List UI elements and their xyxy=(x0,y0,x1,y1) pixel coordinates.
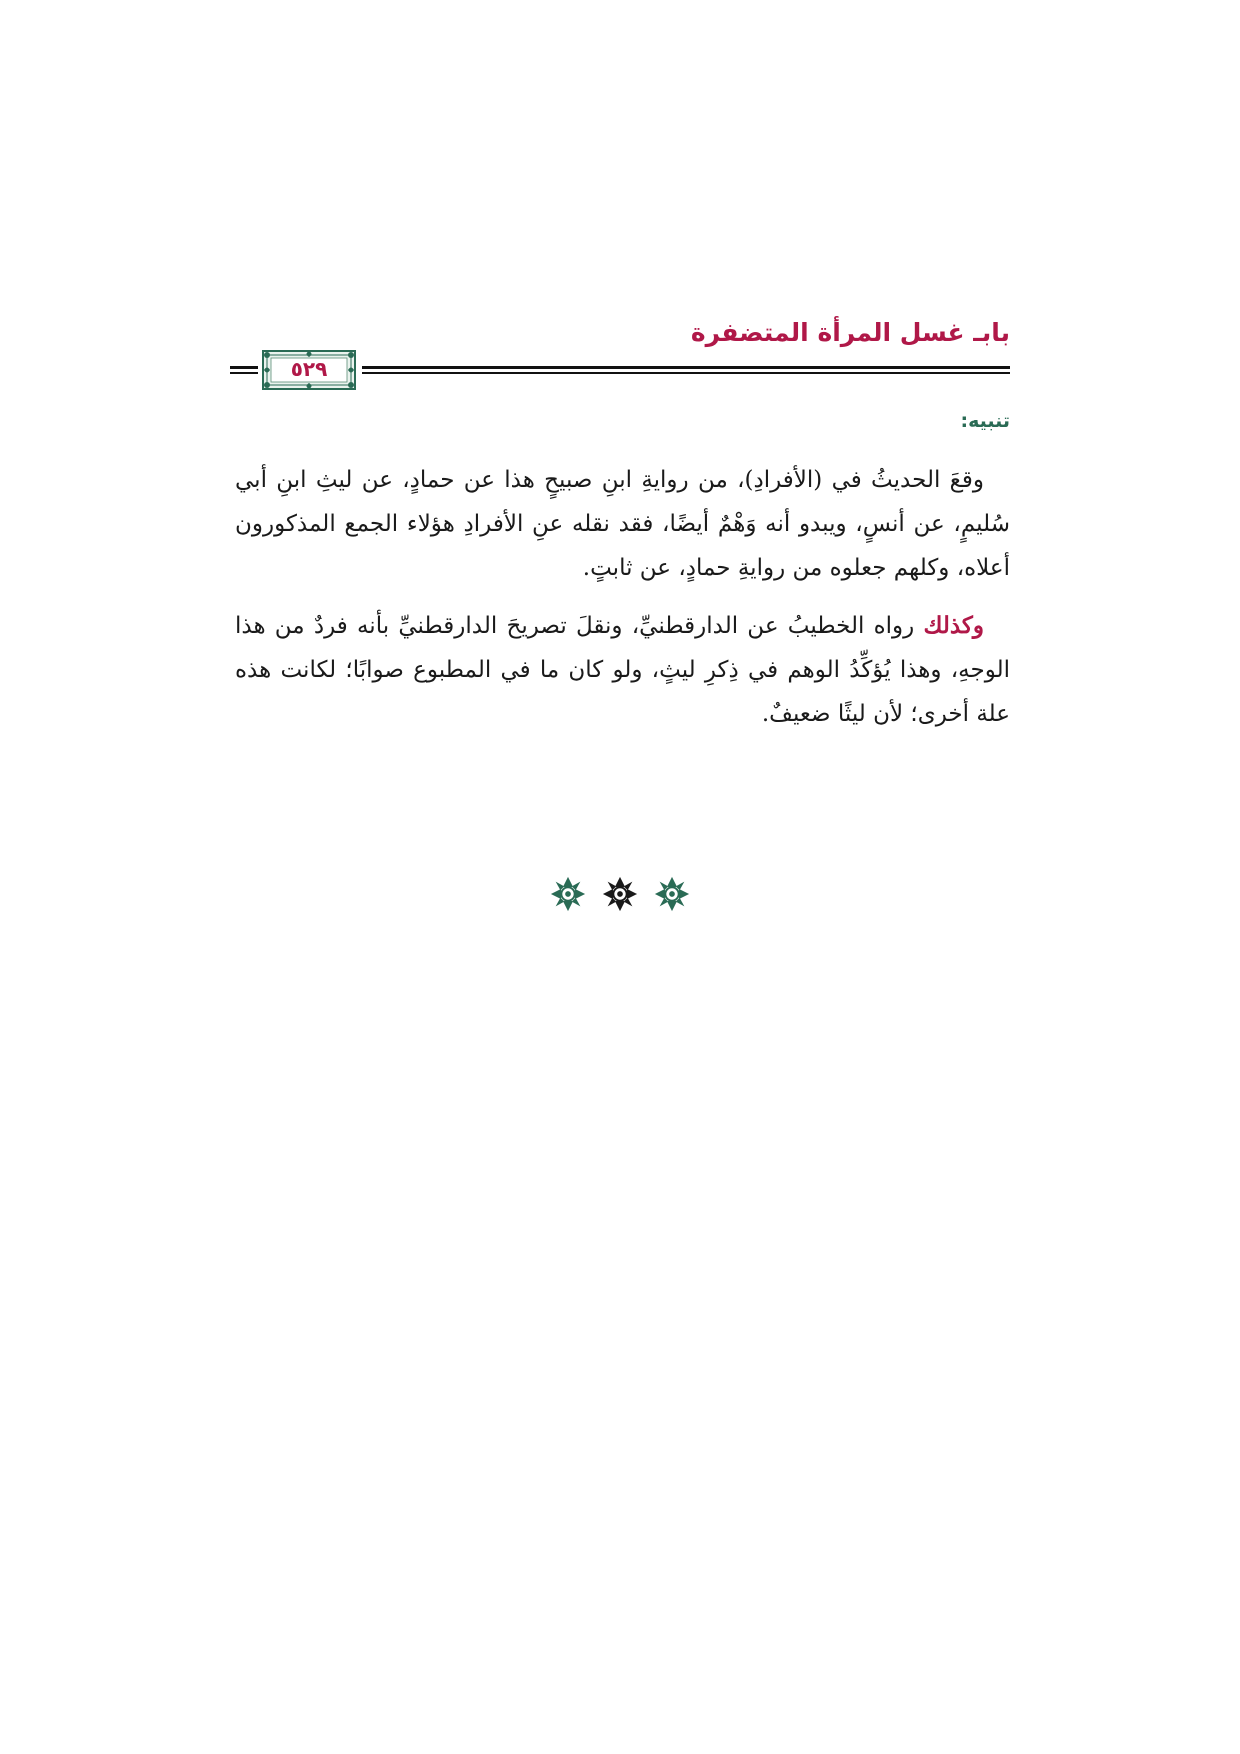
flower-ornament-icon xyxy=(601,875,639,913)
lead-word: وكذلك xyxy=(923,612,984,639)
header-rule-right xyxy=(362,366,1010,374)
page-number-badge xyxy=(262,350,356,390)
header-rule-left xyxy=(230,366,258,374)
chapter-title: بابـ غسل المرأة المتضفرة xyxy=(690,318,1010,347)
page-content xyxy=(235,410,1010,750)
page-header xyxy=(230,318,1010,390)
paragraph-1: وقعَ الحديثُ في (الأفرادِ)، من روايةِ ابنِ صبيحٍ هذا عن حمادٍ، عن ليثِ ابنِ أبي سُليمٍ، عن أنسٍ، ويبدو أنه وَهْمٌ أيضًا، فقد نقله عنِ الأفرادِ هؤلاء الجمع المذكورون أعلاه، وكلهم جعلوه من روايةِ حمادٍ، عن ثابتٍ. xyxy=(235,467,1010,581)
flower-ornament-icon xyxy=(549,875,587,913)
page-number: ٥٢٩ xyxy=(290,357,328,381)
flower-ornament-icon xyxy=(653,875,691,913)
paragraph-2-text: رواه الخطيبُ عن الدارقطنيِّ، ونقلَ تصريحَ الدارقطنيِّ بأنه فردٌ من هذا الوجهِ، وهذا يُؤكِّدُ الوهم في ذِكرِ ليثٍ، ولو كان ما في المطبوع صوابًا؛ لكانت هذه علة أخرى؛ لأن ليثًا ضعيفٌ. xyxy=(235,613,1010,727)
section-end-ornament xyxy=(0,875,1240,915)
note-heading: تنبيه: xyxy=(960,410,1010,432)
paragraph-2 xyxy=(235,604,1010,736)
